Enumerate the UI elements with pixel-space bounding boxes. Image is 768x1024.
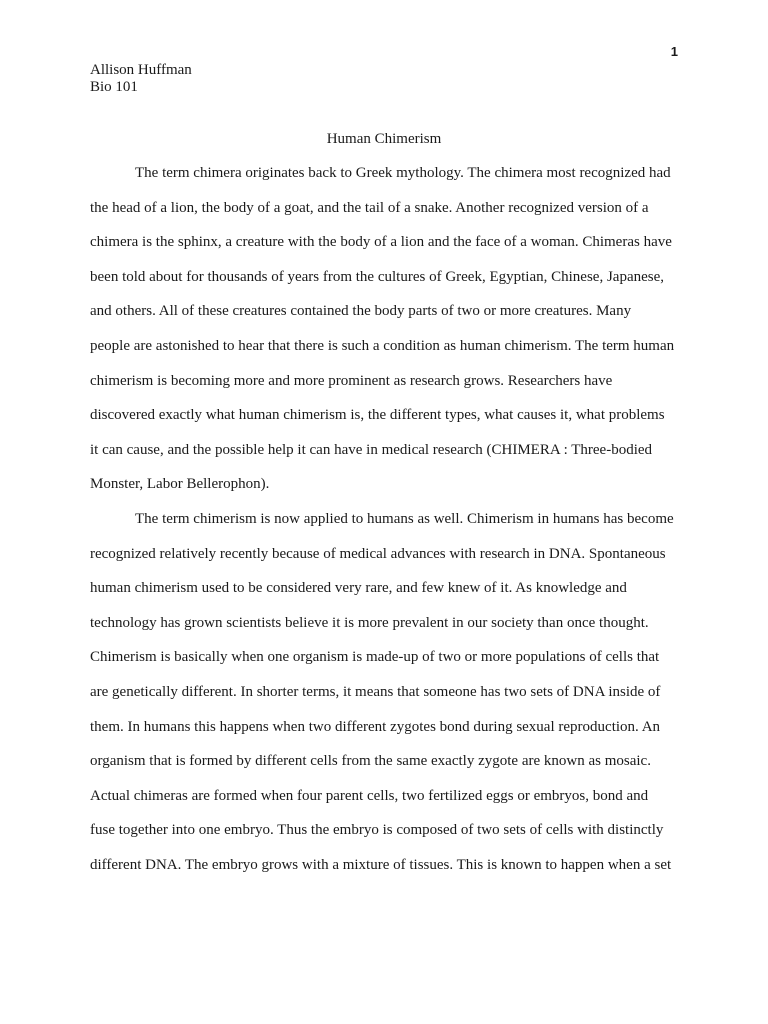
- paragraph-line: and others. All of these creatures contained the body parts of two or more creatures. Many: [90, 303, 632, 320]
- paragraph-line: Actual chimeras are formed when four parent cells, two fertilized eggs or embryos, bond and: [90, 787, 649, 804]
- paragraph-line: discovered exactly what human chimerism is, the different types, what causes it, what problems: [90, 407, 665, 424]
- paragraph-line: technology has grown scientists believe it is more prevalent in our society than once thought.: [90, 614, 649, 631]
- paragraph-line: them. In humans this happens when two different zygotes bond during sexual reproduction. An: [90, 718, 661, 735]
- document-header: [90, 62, 192, 96]
- paragraph-line: it can cause, and the possible help it can have in medical research (CHIMERA : Three-bodied: [90, 441, 653, 458]
- paragraph-line: human chimerism used to be considered very rare, and few knew of it. As knowledge and: [90, 580, 627, 597]
- paragraph-line: the head of a lion, the body of a goat, and the tail of a snake. Another recognized version of a: [90, 199, 649, 216]
- document-title: Human Chimerism: [326, 131, 442, 147]
- paragraph-line: people are astonished to hear that there is such a condition as human chimerism. The term human: [90, 337, 675, 354]
- paragraph-line: Chimerism is basically when one organism is made-up of two or more populations of cells that: [90, 649, 660, 666]
- paragraph-line: been told about for thousands of years from the cultures of Greek, Egyptian, Chinese, Japanese,: [90, 268, 664, 285]
- paragraph-line: are genetically different. In shorter terms, it means that someone has two sets of DNA inside of: [90, 683, 661, 700]
- author-name: Allison Huffman: [90, 62, 192, 78]
- paragraph-line: recognized relatively recently because of medical advances with research in DNA. Spontaneous: [90, 545, 666, 562]
- paragraph-line: chimera is the sphinx, a creature with the body of a lion and the face of a woman. Chimeras have: [90, 234, 672, 251]
- page-number: 1: [670, 44, 678, 59]
- paragraph-line: The term chimerism is now applied to humans as well. Chimerism in humans has become: [135, 510, 674, 527]
- paragraph-line: different DNA. The embryo grows with a mixture of tissues. This is known to happen when a set: [90, 856, 672, 873]
- paragraph-line: fuse together into one embryo. Thus the embryo is composed of two sets of cells with distinctly: [90, 822, 664, 839]
- paragraph-line: organism that is formed by different cells from the same exactly zygote are known as mosaic.: [90, 753, 651, 770]
- document-body: [90, 156, 678, 882]
- course-name: Bio 101: [90, 79, 138, 95]
- paragraph-line: chimerism is becoming more and more prominent as research grows. Researchers have: [90, 372, 613, 389]
- paragraph-line: The term chimera originates back to Greek mythology. The chimera most recognized had: [135, 165, 671, 181]
- paragraph-line: Monster, Labor Bellerophon).: [90, 476, 270, 493]
